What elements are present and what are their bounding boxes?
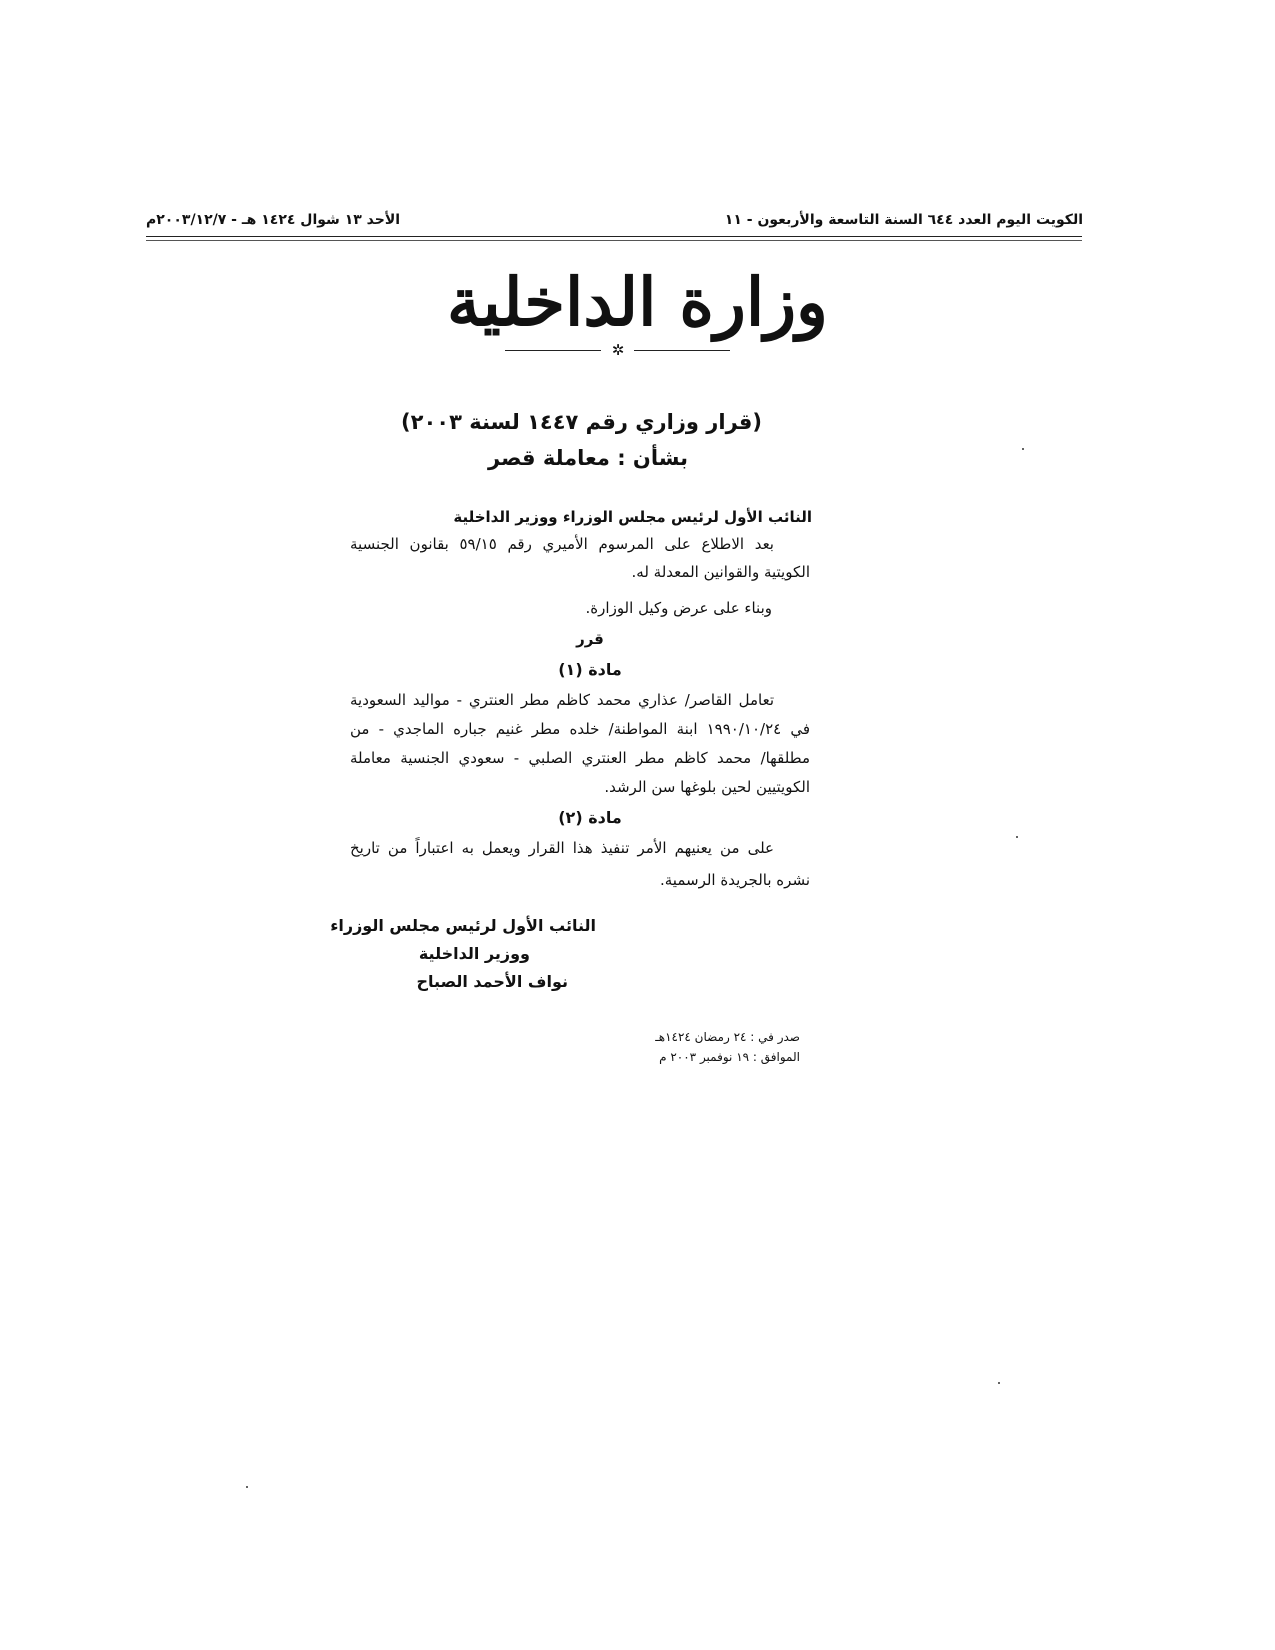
- ornament-line-right: [634, 350, 730, 351]
- article-2-text: على من يعنيهم الأمر تنفيذ هذا القرار ويعمل به اعتباراً من تاريخ نشره بالجريدة الرسمية.: [350, 839, 810, 889]
- scan-speck: [1022, 448, 1024, 450]
- scan-speck: [998, 1382, 1000, 1384]
- decided-heading: قرر: [576, 630, 604, 648]
- title-ornament: [505, 341, 730, 359]
- preamble-paragraph: بعد الاطلاع على المرسوم الأميري رقم ٥٩/١٥ بقانون الجنسية الكويتية والقوانين المعدلة له.: [350, 535, 810, 581]
- issued-date-hijri: صدر في : ٢٤ رمضان ١٤٢٤هـ: [655, 1030, 800, 1044]
- preamble-paragraph-2: وبناء على عرض وكيل الوزارة.: [585, 599, 772, 617]
- ministry-title: وزارة الداخلية: [447, 263, 828, 341]
- decree-title: (قرار وزاري رقم ١٤٤٧ لسنة ٢٠٠٣): [401, 410, 762, 434]
- ornament-line-left: [505, 350, 601, 351]
- ornament-star-icon: ✲: [611, 341, 625, 359]
- header-date: الأحد ١٣ شوال ١٤٢٤ هـ - ٢٠٠٣/١٢/٧م: [146, 212, 401, 228]
- header-rule: [146, 236, 1082, 237]
- article-2-title: مادة (٢): [558, 808, 622, 827]
- signature-name: نواف الأحمد الصباح: [416, 972, 568, 991]
- signature-line-2: ووزير الداخلية: [418, 944, 530, 963]
- signature-line-1: النائب الأول لرئيس مجلس الوزراء: [330, 916, 596, 935]
- article-1-title: مادة (١): [558, 660, 622, 679]
- issued-date-gregorian: الموافق : ١٩ نوفمبر ٢٠٠٣ م: [659, 1050, 800, 1064]
- header-issue-info: الكويت اليوم العدد ٦٤٤ السنة التاسعة والأربعون - ١١: [724, 212, 1083, 228]
- decree-subject: بشأن : معاملة قصر: [488, 446, 688, 470]
- issuer-heading: النائب الأول لرئيس مجلس الوزراء ووزير الداخلية: [453, 508, 812, 526]
- scan-speck: [246, 1486, 248, 1488]
- header-rule-thin: [146, 240, 1082, 241]
- scan-speck: [1016, 836, 1018, 838]
- article-1-text: تعامل القاصر/ عذاري محمد كاظم مطر العنتري - مواليد السعودية في ١٩٩٠/١٠/٢٤ ابنة المواطنة/ خلده مطر غنيم جباره الماجدي - من مطلقها/ محمد كاظم مطر العنتري الصلبي - سعودي الجنسية معاملة الكويتيين لحين بلوغها سن الرشد.: [350, 691, 810, 796]
